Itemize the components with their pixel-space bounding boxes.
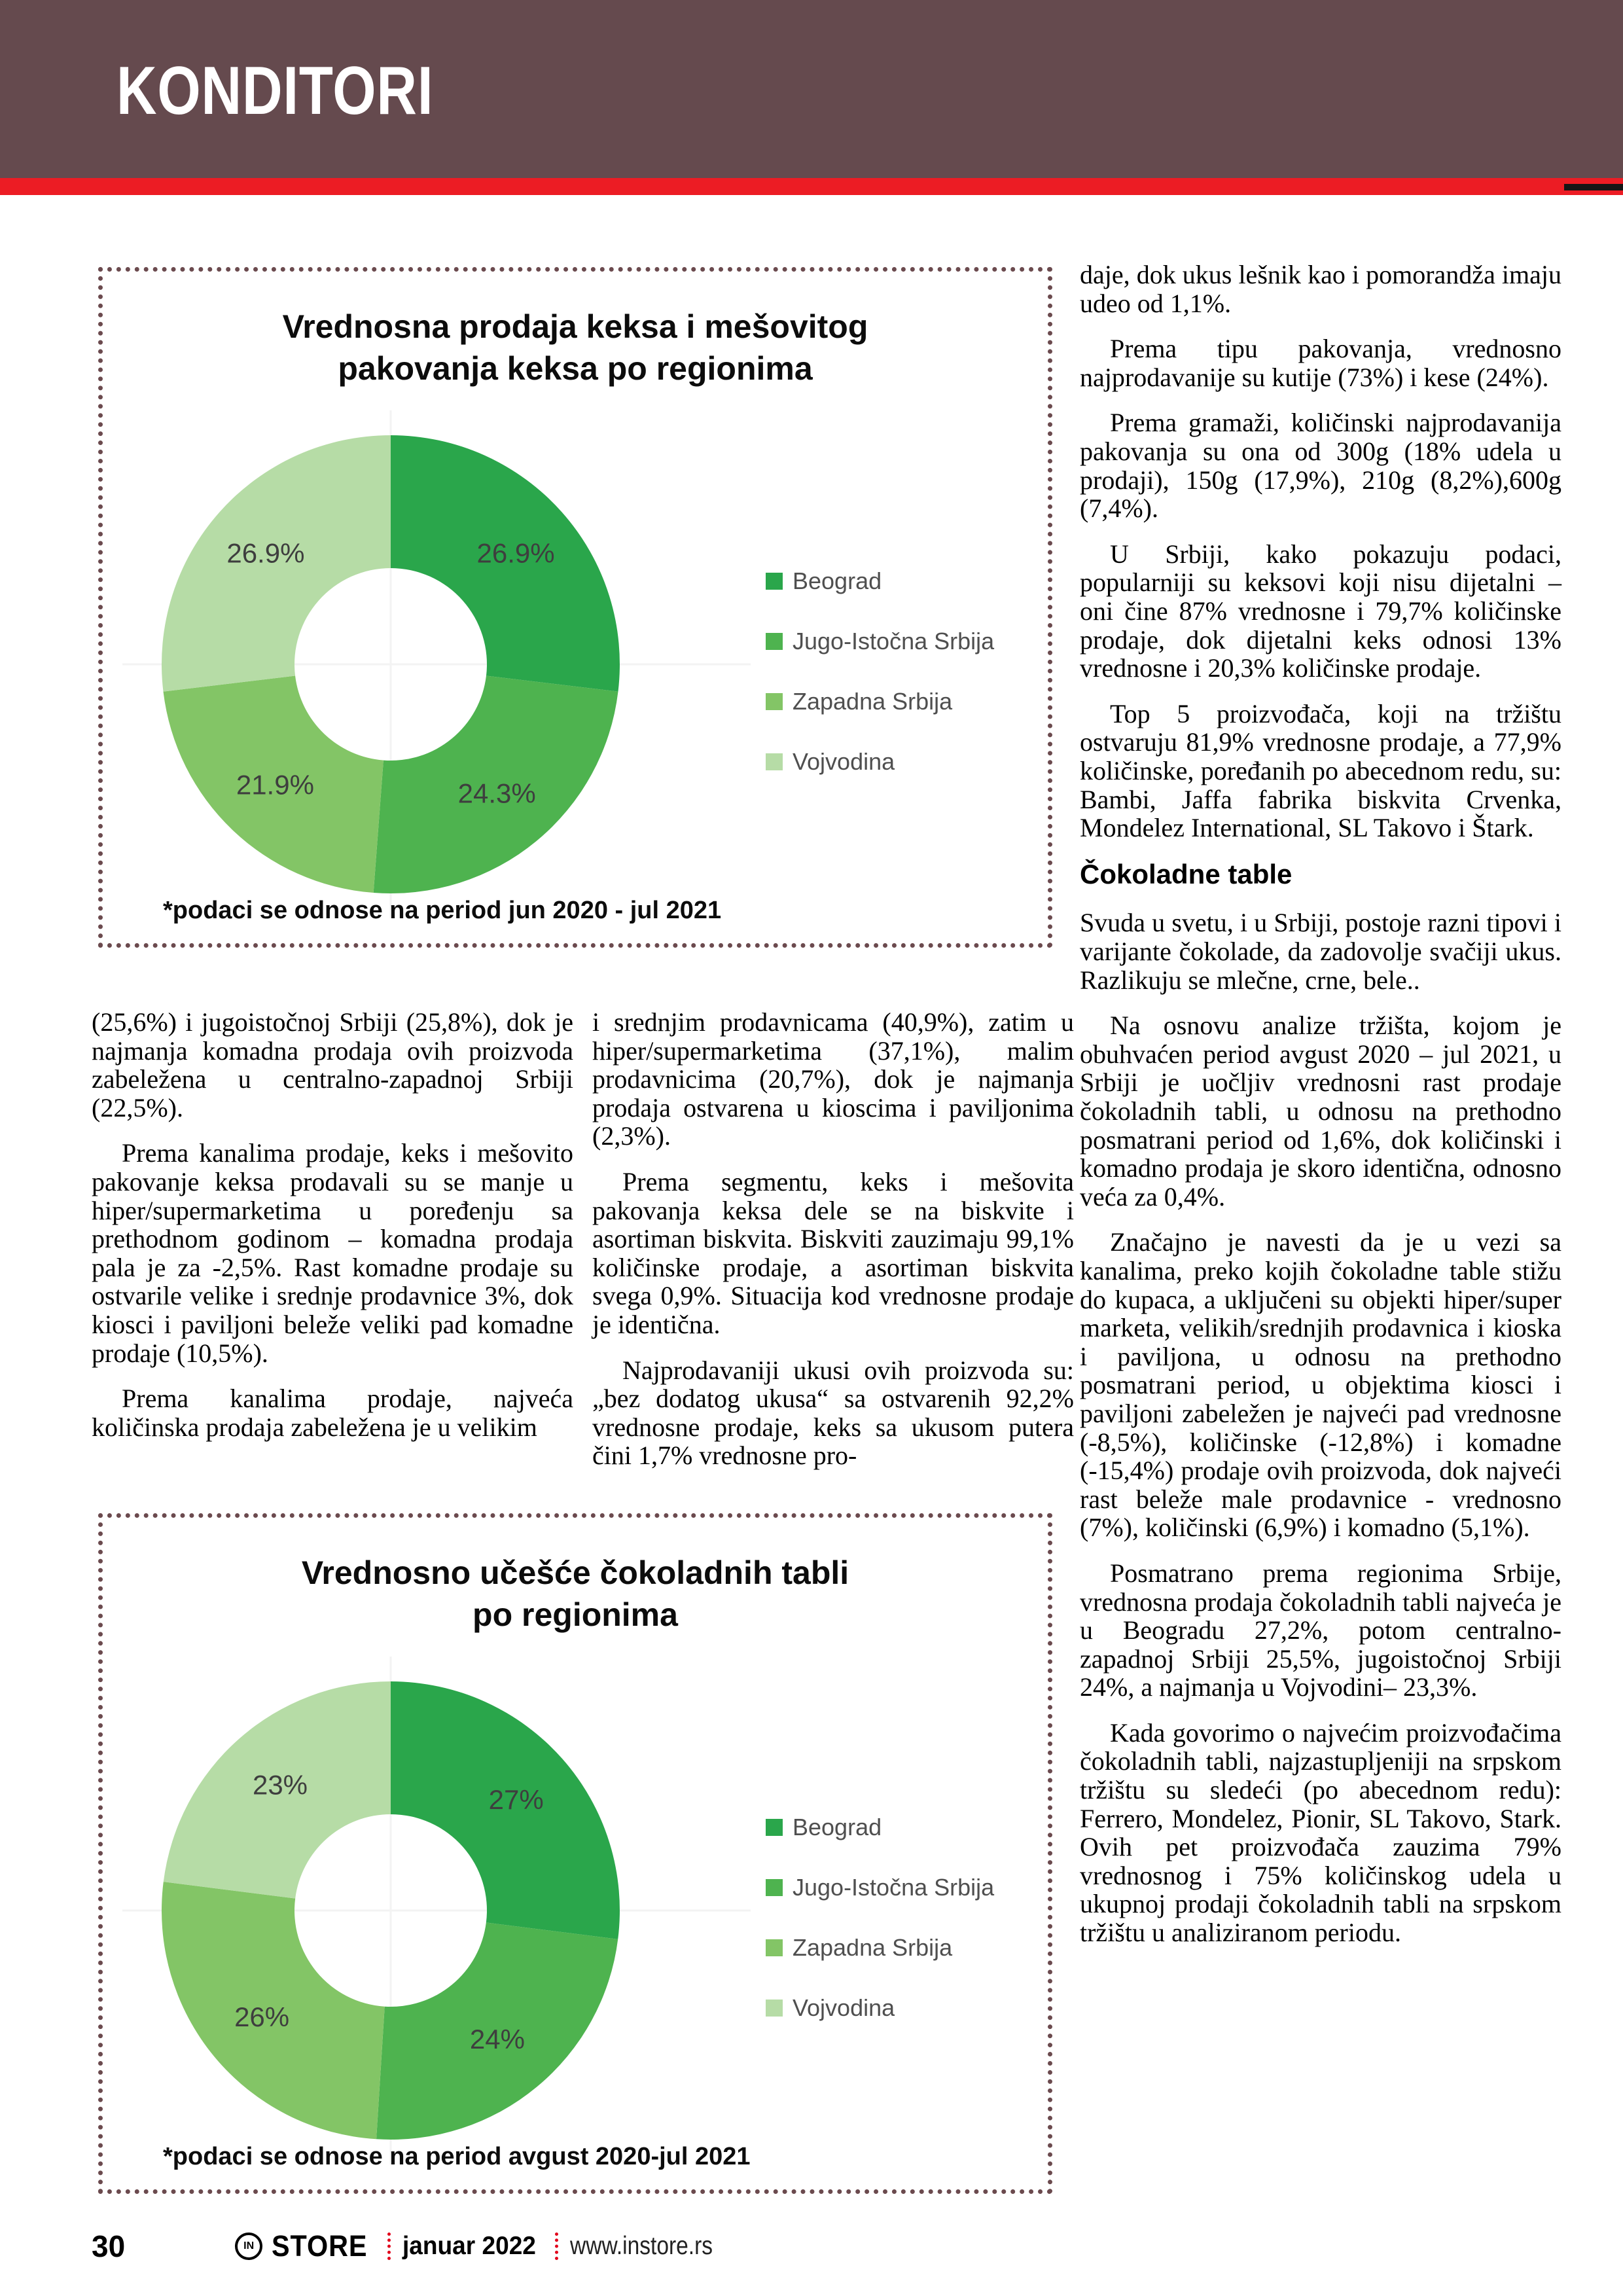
legend-item-zapadna bbox=[766, 1934, 994, 1962]
donut-value-label: 24.3% bbox=[457, 778, 536, 809]
chart-legend bbox=[766, 1814, 994, 2022]
body-paragraph: Posmatrano prema regionima Srbije, vrednosna prodaja čokoladnih tabli najveća je u Beogradu 27,2%, potom centralno-zapadnoj Srbiji 25,5%, jugoistočnoj Srbiji 24%, a najmanja u Vojvodini– 23,3%. bbox=[1080, 1558, 1561, 1702]
donut-value-label: 23% bbox=[252, 1769, 308, 1801]
instore-logo-icon: IN bbox=[235, 2233, 262, 2260]
footer-divider bbox=[555, 2233, 558, 2260]
legend-label: Beograd bbox=[793, 567, 882, 594]
legend-label: Beograd bbox=[793, 1814, 882, 1840]
donut-value-label: 26.9% bbox=[476, 537, 555, 569]
legend-swatch bbox=[766, 693, 783, 710]
legend-swatch bbox=[766, 1939, 783, 1956]
legend-swatch bbox=[766, 633, 783, 650]
page-title: KONDITORI bbox=[116, 53, 434, 129]
brand-name: STORE bbox=[272, 2229, 368, 2263]
donut-value-label: 21.9% bbox=[236, 769, 314, 800]
chart-title-line1: Vrednosna prodaja keksa i mešovitog bbox=[282, 308, 868, 345]
body-paragraph: Prema kanalima prodaje, najveća količinska prodaja zabeležena je u velikim bbox=[92, 1384, 573, 1442]
legend-swatch bbox=[766, 573, 783, 590]
legend-swatch bbox=[766, 1879, 783, 1896]
donut-value-label: 26% bbox=[234, 2001, 290, 2032]
body-paragraph: Top 5 proizvođača, koji na tržištu ostvaruju 81,9% vrednosne prodaje, a 77,9% količinske, poređanih po abecednom redu, su: Bambi, Jaffa fabrika biskvita Crvenka, Mondelez International, SL Takovo i Štark. bbox=[1080, 698, 1561, 843]
legend-swatch bbox=[766, 2000, 783, 2017]
brand-group bbox=[235, 2229, 376, 2263]
text-column-middle bbox=[592, 1008, 1074, 1487]
footer-divider bbox=[387, 2233, 391, 2260]
body-paragraph: Najprodavaniji ukusi ovih proizvoda su: „bez dodatog ukusa“ sa ostvarenih 92,2% vrednosne prodaje, keks sa ukusom putera čini 1,7% vrednosne pro- bbox=[592, 1355, 1074, 1471]
body-paragraph: Prema tipu pakovanja, vrednosno najprodavanije su kutije (73%) i kese (24%). bbox=[1080, 334, 1561, 392]
website-url: www.instore.rs bbox=[570, 2232, 713, 2260]
legend-swatch bbox=[766, 1819, 783, 1836]
chart-title bbox=[109, 306, 1041, 389]
text-column-right bbox=[1080, 260, 1561, 1964]
chart-title bbox=[109, 1552, 1041, 1636]
body-paragraph: Kada govorimo o najvećim proizvođačima čokoladnih tabli, najzastupljeniji na srpskom tržištu su sledeći (po abecednom redu): Ferrero, Mondelez, Pionir, SL Takovo, Stark. Ovih pet proizvođača zauzima 79% vrednosnog i 75% količinskog udela u ukupnoj prodaji čokoladnih tabli na srpskom tržištu u analiziranom periodu. bbox=[1080, 1717, 1561, 1948]
body-paragraph: Prema segmentu, keks i mešovita pakovanja keksa dele se na biskvite i asortiman biskvita. Biskviti zauzimaju 99,1% količinske prodaje, a asortiman biskvita svega 0,9%. Situacija kod vrednosne prodaje je identična. bbox=[592, 1166, 1074, 1339]
donut-chart-chocolate bbox=[109, 1649, 764, 2172]
legend-item-beograd bbox=[766, 1814, 994, 1841]
body-paragraph: U Srbiji, kako pokazuju podaci, popularniji su keksovi koji nisu dijetalni – oni čine 87% vrednosne i 79,7% količinske prodaje, dok dijetalni keks odnosi 13% vrednosne i 20,3% količinske prodaje. bbox=[1080, 539, 1561, 683]
legend-item-jugoistocna bbox=[766, 1874, 994, 1901]
page-number: 30 bbox=[92, 2229, 126, 2263]
section-heading: Čokoladne table bbox=[1080, 858, 1293, 889]
legend-item-jugoistocna bbox=[766, 628, 994, 655]
chart-box-biscuits bbox=[98, 267, 1052, 948]
header-red-stripe bbox=[0, 178, 1623, 195]
legend-label: Zapadna Srbija bbox=[793, 688, 953, 715]
legend-label: Jugo-Istočna Srbija bbox=[793, 1874, 995, 1901]
donut-chart-biscuits bbox=[109, 403, 764, 926]
donut-value-label: 24% bbox=[469, 2023, 525, 2054]
chart-footnote: *podaci se odnose na period avgust 2020-jul 2021 bbox=[163, 2143, 751, 2170]
legend-swatch bbox=[766, 753, 783, 770]
donut-value-label: 27% bbox=[488, 1784, 544, 1815]
header-band bbox=[0, 0, 1623, 178]
body-paragraph: Značajno je navesti da je u vezi sa kanalima, preko kojih čokoladne table stižu do kupaca, a uključeni su objekti hiper/super marketa, velikih/srednjih prodavnica i kioska i paviljona, u odnosu na prethodno posmatrani period, u objektima kiosci i paviljoni zabeležen je najveći pad vrednosne (-8,5%), količinske (-12,8%) i komadne (-15,4%) prodaje ovih proizvoda, dok najveći rast beleže male prodavnice - vrednosno (7%), količinski (6,9%) i komadno (5,1%). bbox=[1080, 1227, 1561, 1543]
chart-title-line1: Vrednosno učešće čokoladnih tabli bbox=[301, 1554, 849, 1591]
legend-label: Vojvodina bbox=[793, 1994, 895, 2021]
body-paragraph: i srednjim prodavnicama (40,9%), zatim u hiper/supermarketima (37,1%), malim prodavnicima (20,7%), dok je najmanja prodaja ostvarena u kioscima i paviljonima (2,3%). bbox=[592, 1007, 1074, 1151]
body-paragraph: Svuda u svetu, i u Srbiji, postoje razni tipovi i varijante čokolade, da zadovolje svačiji ukus. Razlikuju se mlečne, crne, bele.. bbox=[1080, 908, 1561, 995]
chart-footnote: *podaci se odnose na period jun 2020 - jul 2021 bbox=[163, 897, 722, 924]
body-paragraph: daje, dok ukus lešnik kao i pomorandža imaju udeo od 1,1%. bbox=[1080, 260, 1561, 318]
legend-label: Jugo-Istočna Srbija bbox=[793, 628, 995, 655]
legend-label: Vojvodina bbox=[793, 748, 895, 775]
chart-box-chocolate bbox=[98, 1513, 1052, 2194]
body-paragraph: Prema gramaži, količinski najprodavanija pakovanja su ona od 300g (18% udela u prodaji), 150g (17,9%), 210g (8,2%),600g (7,4%). bbox=[1080, 408, 1561, 524]
legend-item-zapadna bbox=[766, 688, 994, 715]
page-footer bbox=[92, 2229, 736, 2264]
chart-title-line2: po regionima bbox=[473, 1596, 678, 1633]
legend-item-beograd bbox=[766, 567, 994, 595]
chart-legend bbox=[766, 567, 994, 776]
body-paragraph: (25,6%) i jugoistočnoj Srbiji (25,8%), dok je najmanja komadna prodaja ovih proizvoda zabeležena u centralno-zapadnoj Srbiji (22,5%). bbox=[92, 1007, 573, 1122]
donut-value-label: 26.9% bbox=[226, 537, 305, 569]
text-column-left bbox=[92, 1008, 573, 1458]
header-stripe-tick bbox=[1564, 184, 1623, 190]
body-paragraph: Prema kanalima prodaje, keks i mešovito pakovanje keksa prodavali su se manje u hiper/supermarketima u poređenju sa prethodnom godinom – komadna prodaja pala je za -2,5%. Rast komadne prodaje su ostvarile velike i srednje prodavnice 3%, dok kiosci i paviljoni beleže veliki pad komadne prodaje (10,5%). bbox=[92, 1138, 573, 1368]
legend-item-vojvodina bbox=[766, 1994, 994, 2022]
legend-item-vojvodina bbox=[766, 748, 994, 776]
issue-date: januar 2022 bbox=[402, 2232, 537, 2260]
legend-label: Zapadna Srbija bbox=[793, 1934, 953, 1961]
body-paragraph: Na osnovu analize tržišta, kojom je obuhvaćen period avgust 2020 – jul 2021, u Srbiji je uočljiv vrednosni rast prodaje čokoladnih tabli, u odnosu na prethodno posmatrani period od 1,6%, dok količinski i komadno prodaja je skoro identična, odnosno veća za 0,4%. bbox=[1080, 1011, 1561, 1211]
chart-title-line2: pakovanja keksa po regionima bbox=[338, 350, 813, 387]
